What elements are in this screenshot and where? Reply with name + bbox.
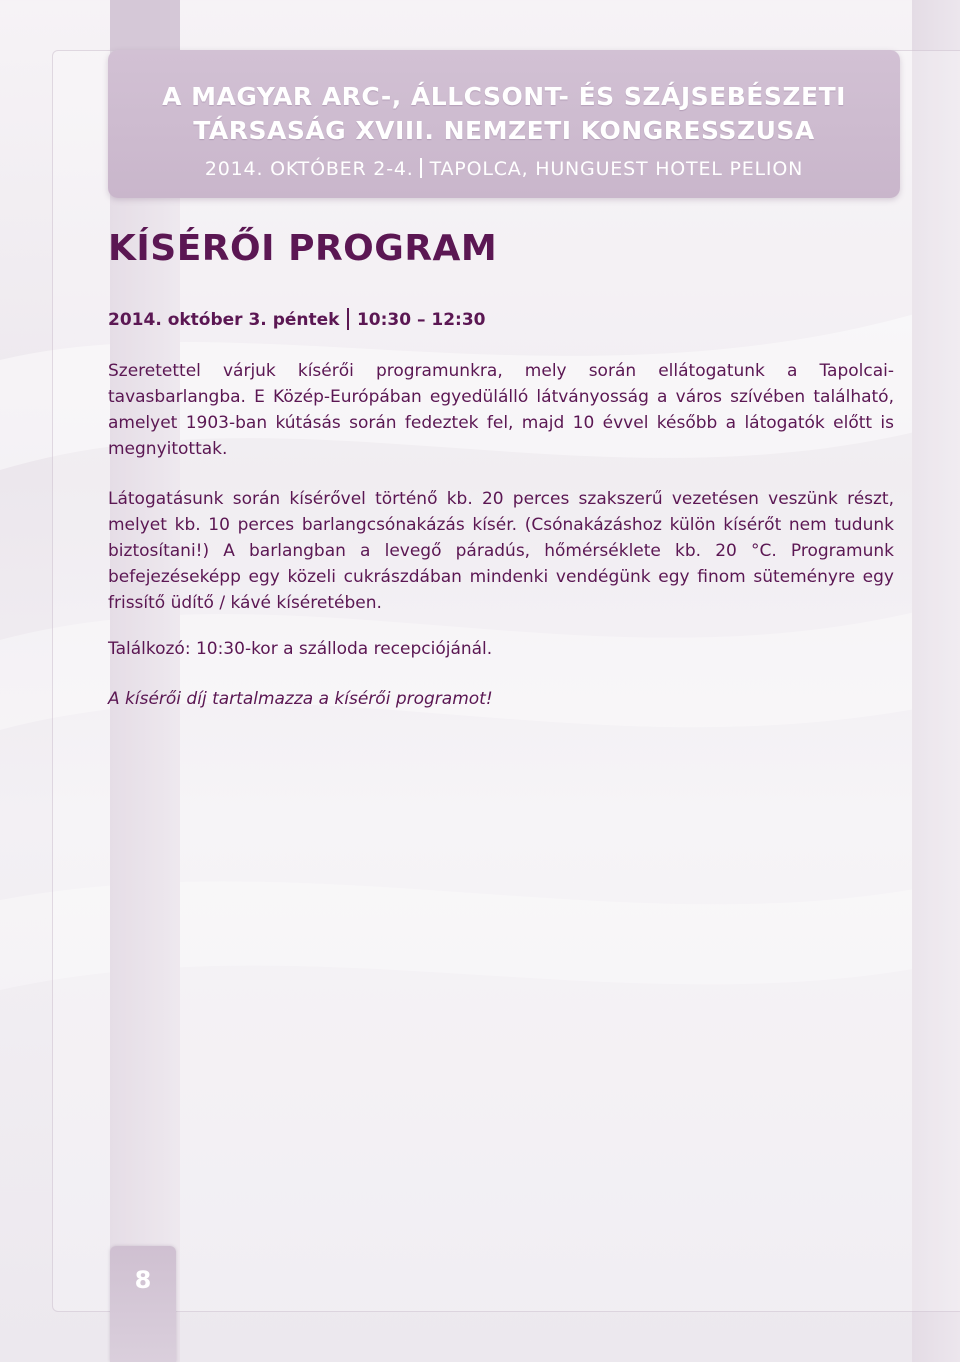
congress-date: 2014. OKTÓBER 2-4.	[204, 158, 414, 180]
program-time: 10:30 – 12:30	[356, 310, 486, 330]
congress-title	[108, 80, 900, 148]
congress-title-line2: TÁRSASÁG XVIII. NEMZETI KONGRESSZUSA	[193, 116, 815, 145]
section-title: KÍSÉRŐI PROGRAM	[108, 228, 498, 269]
fee-note-paragraph: A kísérői díj tartalmazza a kísérői programot!	[108, 689, 493, 709]
visit-details-paragraph: Látogatásunk során kísérővel történő kb. 20 perces szakszerű vezetésen veszünk részt, melyet kb. 10 perces barlangcsónakázás kísér. (Csónakázáshoz külön kísérőt nem tudunk biztosítani!) A barlangban a levegő páradús, hőmérséklete kb. 20 °C. Programunk befejezéseképp egy közeli cukrászdában mindenki vendégünk egy finom süteményre egy frissítő üdítő / kávé kíséretében.	[108, 489, 894, 613]
meeting-point-paragraph: Találkozó: 10:30-kor a szálloda recepciójánál.	[108, 639, 493, 659]
page-number: 8	[134, 1266, 152, 1294]
congress-title-line1: A MAGYAR ARC-, ÁLLCSONT- ÉS SZÁJSEBÉSZETI	[162, 82, 846, 111]
intro-paragraph: Szeretettel várjuk kísérői programunkra, mely során ellátogatunk a Tapolcai-tavasbarlangba. E Közép-Európában egyedülálló látványosság a város szívében található, amelyet 1903-ban kútásás során fedeztek fel, majd 10 évvel később a látogatók előtt is megnyitottak.	[108, 361, 894, 459]
program-date-time	[108, 308, 486, 330]
program-date: 2014. október 3. péntek	[108, 310, 340, 330]
congress-date-location	[108, 158, 900, 180]
page-number-tab	[110, 1246, 176, 1362]
separator-bar	[347, 308, 349, 330]
separator-bar	[420, 158, 422, 178]
congress-location: TAPOLCA, HUNGUEST HOTEL PELION	[429, 158, 804, 180]
